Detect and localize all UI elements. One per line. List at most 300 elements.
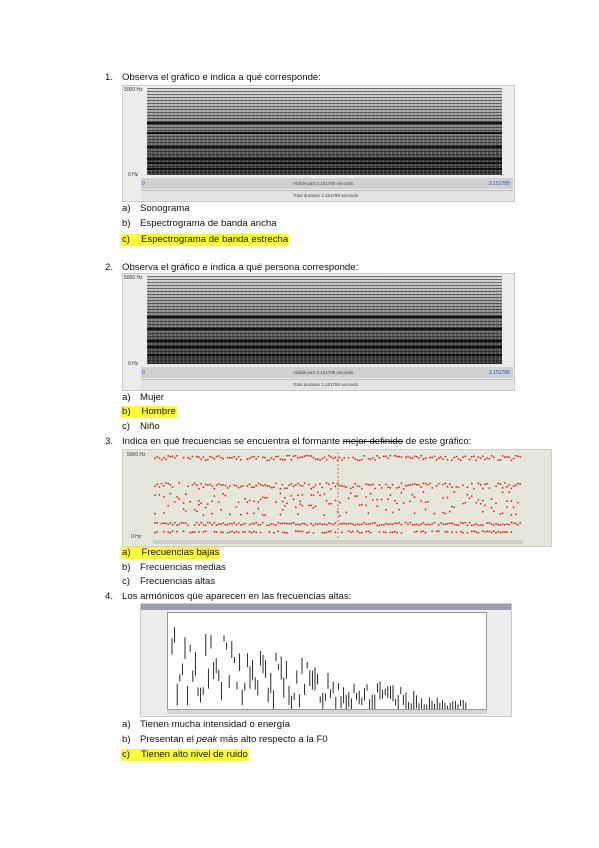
formant-dot [247, 458, 249, 460]
formant-dot [502, 492, 504, 494]
formant-dot [458, 524, 460, 526]
formant-dot [282, 484, 284, 486]
formant-dot [266, 460, 268, 462]
formant-dot [286, 487, 288, 489]
formant-dot [418, 484, 420, 486]
formant-dot [302, 494, 304, 496]
formant-dot [288, 484, 290, 486]
formant-dot [471, 483, 473, 485]
formant-dot [264, 457, 266, 459]
formant-dot [172, 455, 174, 457]
q4-option-a[interactable]: Tienen mucha intensidad o energía [140, 719, 291, 730]
formant-dot [299, 531, 301, 533]
formant-dot [233, 484, 235, 486]
formant-dot [363, 522, 365, 524]
struck-text: mejor definido [342, 436, 404, 447]
formant-dot [233, 532, 235, 534]
formant-dot [462, 532, 464, 534]
formant-dot [442, 497, 444, 499]
formant-dot [352, 523, 354, 525]
question-2-number: 2. [105, 262, 114, 273]
formant-dot [339, 515, 341, 517]
q1-option-c-highlight[interactable] [121, 234, 289, 246]
formant-dot [220, 509, 222, 511]
formant-dot [473, 530, 475, 532]
formant-dot [381, 524, 383, 526]
formant-dot [374, 488, 376, 490]
formant-dot [220, 531, 222, 533]
formant-dot [203, 514, 205, 516]
formant-dot [471, 525, 473, 527]
formant-dot [321, 524, 323, 526]
formant-dot [310, 455, 312, 457]
formant-dot [447, 486, 449, 488]
formant-dot [365, 504, 367, 506]
formant-dot [328, 483, 330, 485]
formant-dot [172, 524, 174, 526]
formant-dot [497, 483, 499, 485]
formant-dot [482, 524, 484, 526]
q3-option-a: Frecuencias bajas [141, 547, 220, 558]
formant-dot [447, 459, 449, 461]
formant-dot [262, 522, 264, 524]
q3-option-a-highlight[interactable] [121, 547, 220, 559]
q1-option-a[interactable]: Sonograma [140, 203, 190, 214]
formant-dot [502, 455, 504, 457]
formant-dot [260, 532, 262, 534]
formant-dot [445, 456, 447, 458]
formant-dot [324, 456, 326, 458]
fig1-total-bar[interactable]: Total duration 3.151785 seconds [141, 190, 513, 201]
formant-dot [519, 456, 521, 458]
formant-dot [225, 495, 227, 497]
question-3-number: 3. [105, 436, 114, 447]
formant-dot [167, 455, 169, 457]
formant-dot [167, 505, 169, 507]
formant-dot [506, 523, 508, 525]
formant-dot [471, 531, 473, 533]
q3-option-b[interactable]: Frecuencias medias [140, 562, 226, 573]
fig3-ymin-label: 0 Hz [131, 534, 142, 540]
formant-dot [262, 496, 264, 498]
formant-dot [304, 482, 306, 484]
formant-dot [405, 522, 407, 524]
q1-option-b[interactable]: Espectrograma de banda ancha [140, 218, 277, 229]
formant-dot [508, 491, 510, 493]
formant-dot [359, 532, 361, 534]
formant-dot [519, 522, 521, 524]
q2-option-a[interactable]: Mujer [140, 392, 164, 403]
formant-dot [255, 522, 257, 524]
formant-dot [478, 499, 480, 501]
formant-dot [174, 457, 176, 459]
formant-dot [497, 459, 499, 461]
formant-dot [511, 514, 513, 516]
q4-option-c-highlight[interactable] [121, 749, 249, 761]
formant-dot [319, 523, 321, 525]
formant-dot [511, 488, 513, 490]
formant-dot [447, 531, 449, 533]
formant-dot [178, 482, 180, 484]
formant-dot [264, 484, 266, 486]
formant-dot [368, 484, 370, 486]
formant-dot [231, 530, 233, 532]
formant-dot [284, 459, 286, 461]
formant-dot [431, 457, 433, 459]
formant-dot [480, 457, 482, 459]
formant-dot [368, 530, 370, 532]
formant-dot [154, 485, 156, 487]
formant-dot [156, 456, 158, 458]
formant-dot [211, 500, 213, 502]
formant-dot [497, 531, 499, 533]
formant-dot [159, 457, 161, 459]
formant-dot [425, 483, 427, 485]
formant-dot [209, 484, 211, 486]
q4-option-b[interactable]: Presentan el peak más alto respecto a la F0 [140, 734, 328, 745]
formant-dot [205, 530, 207, 532]
formant-dot [207, 522, 209, 524]
formant-dot [354, 495, 356, 497]
formant-dot [458, 458, 460, 460]
harmonics-spectrum-plot [167, 612, 487, 710]
formant-dot [506, 456, 508, 458]
formant-dot [469, 459, 471, 461]
formant-dot [183, 502, 185, 504]
formant-dot [220, 523, 222, 525]
formant-dot [449, 511, 451, 513]
formant-dot [284, 488, 286, 490]
formant-dot [359, 486, 361, 488]
formant-dot [442, 458, 444, 460]
formant-dot [253, 512, 255, 514]
formant-dot [440, 456, 442, 458]
formant-dot [517, 483, 519, 485]
fig2-visible-bar[interactable]: 0 Visible part 3.151785 seconds 3.151785 [141, 367, 513, 378]
formant-dot [315, 505, 317, 507]
formant-dot [460, 522, 462, 524]
formant-dot [495, 503, 497, 505]
formant-dot [266, 485, 268, 487]
formant-dot [515, 484, 517, 486]
formant-dot [269, 531, 271, 533]
formant-dot [282, 459, 284, 461]
formant-dot [368, 523, 370, 525]
formant-dot [229, 457, 231, 459]
formant-dot [240, 514, 242, 516]
formant-dot [436, 530, 438, 532]
formant-dot [216, 456, 218, 458]
formant-dot [438, 483, 440, 485]
formant-dot [403, 502, 405, 504]
formant-dot [227, 457, 229, 459]
formant-dot [310, 488, 312, 490]
formant-dot [242, 531, 244, 533]
formant-dot [198, 456, 200, 458]
formant-dot [297, 530, 299, 532]
formant-dot [416, 484, 418, 486]
formant-dot [163, 522, 165, 524]
formant-dot [370, 484, 372, 486]
q2-option-c[interactable]: Niño [140, 421, 160, 432]
formant-dot [486, 531, 488, 533]
formant-dot [517, 524, 519, 526]
formant-dot [394, 531, 396, 533]
formant-dot [236, 524, 238, 526]
formant-dot [315, 458, 317, 460]
formant-dot [405, 485, 407, 487]
formant-dot [225, 485, 227, 487]
fig3-ymax-label: 5000 Hz [127, 452, 146, 458]
formant-dot [154, 532, 156, 534]
formant-dot [453, 506, 455, 508]
formant-dot [330, 523, 332, 525]
formant-dot [211, 457, 213, 459]
formant-dot [326, 482, 328, 484]
formant-dot [308, 484, 310, 486]
fig2-ymax-label: 5000 Hz [124, 275, 143, 281]
formant-dot [409, 484, 411, 486]
formant-dot [299, 524, 301, 526]
q4-option-c-letter: c) [122, 749, 130, 760]
formant-dot [295, 506, 297, 508]
formant-dot [236, 531, 238, 533]
formant-dot [253, 500, 255, 502]
formant-dot [255, 485, 257, 487]
formant-dot [482, 500, 484, 502]
formant-dot [343, 522, 345, 524]
formant-dot [392, 484, 394, 486]
formant-dot [365, 496, 367, 498]
formant-dot [352, 486, 354, 488]
fig4-scroll-bar[interactable] [167, 710, 487, 714]
formant-dot [491, 455, 493, 457]
formant-dot [423, 458, 425, 460]
formant-dot [343, 486, 345, 488]
formant-dot [489, 522, 491, 524]
formant-dot [326, 459, 328, 461]
formant-dot [346, 486, 348, 488]
formant-dot [500, 459, 502, 461]
formant-dot [194, 509, 196, 511]
formant-dot [335, 486, 337, 488]
formant-dot [359, 504, 361, 506]
formant-dot [189, 458, 191, 460]
formant-dot [328, 455, 330, 457]
formant-dot [242, 485, 244, 487]
formant-dot [502, 531, 504, 533]
formant-dot [407, 456, 409, 458]
formant-dot [396, 487, 398, 489]
formant-dot [489, 487, 491, 489]
formant-dot [284, 505, 286, 507]
formant-dot [302, 505, 304, 507]
formant-dot [258, 508, 260, 510]
formant-dot [511, 500, 513, 502]
formant-dot [370, 458, 372, 460]
q2-option-b-highlight[interactable] [121, 406, 177, 418]
formant-dot [425, 509, 427, 511]
formant-dot [348, 530, 350, 532]
formant-dot [453, 457, 455, 459]
formant-dot [277, 522, 279, 524]
formant-dot [194, 524, 196, 526]
formant-dot [339, 457, 341, 459]
formant-dot [167, 483, 169, 485]
formant-dot [222, 493, 224, 495]
formant-dot [302, 456, 304, 458]
formant-dot [319, 483, 321, 485]
formant-dot [339, 502, 341, 504]
fig1-visible-bar[interactable]: 0 Visible part 3.151785 seconds 3.151785 [141, 178, 513, 189]
formant-dot [493, 530, 495, 532]
spectrogram-image-2 [147, 276, 502, 364]
formant-dot [473, 488, 475, 490]
formant-dot [293, 455, 295, 457]
formant-dot [183, 522, 185, 524]
formant-dot [354, 483, 356, 485]
q3-option-c[interactable]: Frecuencias altas [140, 576, 216, 587]
formant-dot [183, 457, 185, 459]
formant-dot [473, 455, 475, 457]
formant-dot [189, 532, 191, 534]
formant-dot [491, 507, 493, 509]
formant-dot [310, 523, 312, 525]
formant-dot [464, 502, 466, 504]
formant-dot [324, 514, 326, 516]
formant-dot [423, 491, 425, 493]
formant-dot [187, 524, 189, 526]
formant-dot [313, 507, 315, 509]
formant-dot [297, 513, 299, 515]
formant-dot [222, 522, 224, 524]
question-1-number: 1. [105, 72, 114, 83]
formant-dot [258, 501, 260, 503]
formant-dot [196, 522, 198, 524]
formant-dot [418, 457, 420, 459]
formant-dot [493, 524, 495, 526]
fig3-scroll-bar[interactable] [153, 540, 523, 544]
formant-dot [273, 524, 275, 526]
formant-dot [381, 487, 383, 489]
formant-dot [291, 483, 293, 485]
formant-dot [251, 456, 253, 458]
formant-dot [264, 514, 266, 516]
formant-dot [205, 459, 207, 461]
q3-option-b-letter: b) [122, 562, 131, 573]
formant-dot [475, 459, 477, 461]
formant-dot [412, 524, 414, 526]
formant-dot [167, 531, 169, 533]
formant-dot [405, 457, 407, 459]
formant-dot [376, 499, 378, 501]
formant-dot [379, 484, 381, 486]
formant-dot [291, 495, 293, 497]
formant-dot [414, 531, 416, 533]
formant-dot [451, 459, 453, 461]
formant-dot [299, 500, 301, 502]
formant-dot [249, 483, 251, 485]
q3-option-a-letter: a) [122, 547, 131, 558]
formant-dot [198, 531, 200, 533]
formant-dot [394, 500, 396, 502]
formant-dot [297, 495, 299, 497]
formant-dot [284, 532, 286, 534]
formant-dot [462, 456, 464, 458]
formant-dot-plot [153, 452, 523, 540]
figure-2-spectrogram [122, 273, 515, 391]
formant-dot [495, 485, 497, 487]
formant-dot [467, 525, 469, 527]
formant-dot [174, 522, 176, 524]
formant-dot [368, 512, 370, 514]
formant-dot [359, 460, 361, 462]
formant-dot [299, 503, 301, 505]
formant-dot [218, 483, 220, 485]
formant-dot [495, 532, 497, 534]
formant-dot [480, 524, 482, 526]
formant-dot [297, 457, 299, 459]
formant-dot [478, 532, 480, 534]
formant-dot [315, 523, 317, 525]
formant-dot [273, 532, 275, 534]
formant-dot [515, 514, 517, 516]
formant-dot [236, 485, 238, 487]
formant-dot [427, 484, 429, 486]
formant-dot [178, 498, 180, 500]
formant-dot [238, 456, 240, 458]
formant-dot [385, 509, 387, 511]
formant-dot [396, 523, 398, 525]
formant-dot [416, 524, 418, 526]
formant-dot [183, 508, 185, 510]
formant-dot [260, 499, 262, 501]
formant-dot [420, 523, 422, 525]
formant-dot [339, 523, 341, 525]
formant-dot [372, 484, 374, 486]
formant-dot [414, 524, 416, 526]
formant-dot [376, 505, 378, 507]
formant-dot [515, 455, 517, 457]
formant-dot [313, 532, 315, 534]
formant-dot [196, 484, 198, 486]
formant-dot [357, 485, 359, 487]
formant-dot [167, 523, 169, 525]
formant-dot [361, 488, 363, 490]
fig2-total-bar[interactable]: Total duration 3.151785 seconds [141, 379, 513, 390]
formant-dot [249, 500, 251, 502]
formant-dot [354, 525, 356, 527]
formant-dot [174, 501, 176, 503]
formant-dot [198, 524, 200, 526]
formant-dot [260, 524, 262, 526]
formant-dot [200, 483, 202, 485]
formant-dot [251, 486, 253, 488]
formant-dot [350, 492, 352, 494]
formant-dot [330, 503, 332, 505]
formant-dot [341, 531, 343, 533]
formant-dot [244, 523, 246, 525]
formant-dot [480, 484, 482, 486]
formant-dot [350, 487, 352, 489]
formant-dot [502, 487, 504, 489]
formant-dot [185, 510, 187, 512]
formant-dot [165, 459, 167, 461]
formant-dot [238, 522, 240, 524]
formant-dot [513, 485, 515, 487]
formant-dot [390, 532, 392, 534]
formant-dot [317, 491, 319, 493]
